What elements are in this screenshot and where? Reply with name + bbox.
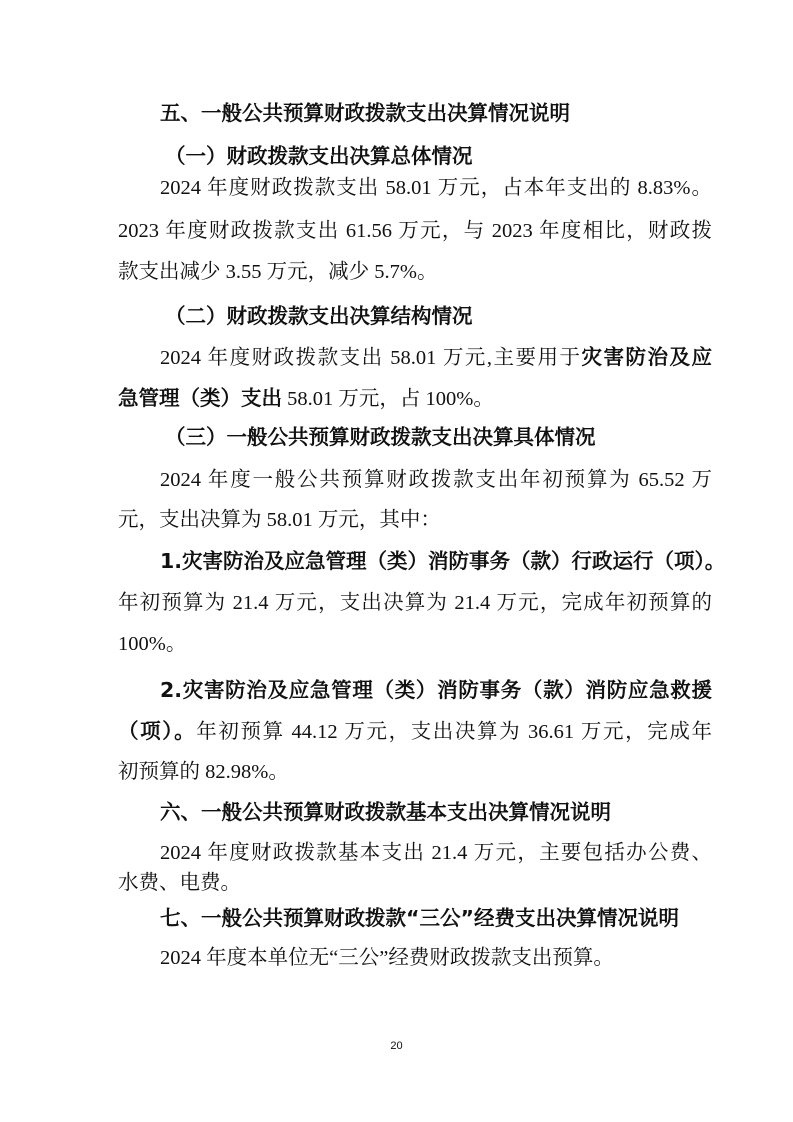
item-1-heading: 1.灾害防治及应急管理（类）消防事务（款）行政运行（项）。: [160, 549, 726, 573]
paragraph-line: 2024 年度一般公共预算财政拨款支出年初预算为 65.52 万: [160, 469, 712, 491]
paragraph-line: 100%。: [118, 633, 187, 655]
subsection-3-heading: （三）一般公共预算财政拨款支出决算具体情况: [165, 425, 596, 449]
paragraph-line: 2023 年度财政拨款支出 61.56 万元，与 2023 年度相比，财政拨: [118, 220, 712, 242]
paragraph-line: [118, 385, 712, 412]
paragraph-line: [160, 344, 712, 371]
paragraph-line: 元，支出决算为 58.01 万元，其中：: [118, 509, 441, 531]
text: 年初预算 44.12 万元，支出决算为 36.61 万元，完成年: [196, 721, 713, 743]
text: 58.01 万元，占 100%。: [282, 388, 494, 410]
paragraph-line: 2024 年度财政拨款基本支出 21.4 万元，主要包括办公费、: [160, 842, 712, 864]
item-2-heading: 2.灾害防治及应急管理（类）消防事务（款）消防应急救援: [160, 678, 712, 702]
section-6-heading: 六、一般公共预算财政拨款基本支出决算情况说明: [160, 800, 611, 824]
paragraph-line: 水费、电费。: [118, 872, 241, 894]
paragraph-line: 年初预算为 21.4 万元，支出决算为 21.4 万元，完成年初预算的: [118, 592, 712, 614]
bold-text: 急管理（类）支出: [118, 386, 282, 410]
section-7-heading: 七、一般公共预算财政拨款“三公”经费支出决算情况说明: [160, 906, 679, 930]
section-5-heading: 五、一般公共预算财政拨款支出决算情况说明: [160, 101, 570, 125]
paragraph-line: 2024 年度本单位无“三公”经费财政拨款支出预算。: [160, 947, 614, 969]
paragraph-line: 2024 年度财政拨款支出 58.01 万元，占本年支出的 8.83%。: [160, 177, 712, 199]
bold-text: （项）。: [118, 719, 197, 743]
paragraph-line: 初预算的 82.98%。: [118, 761, 289, 783]
paragraph-line: 款支出减少 3.55 万元，减少 5.7%。: [118, 261, 438, 283]
subsection-1-heading: （一）财政拨款支出决算总体情况: [165, 144, 473, 168]
page-number: 20: [390, 1040, 403, 1052]
text: 2024 年度财政拨款支出 58.01 万元,主要用于: [160, 347, 582, 369]
paragraph-line: [118, 718, 712, 745]
subsection-2-heading: （二）财政拨款支出决算结构情况: [165, 304, 473, 328]
bold-text: 灾害防治及应: [581, 345, 713, 369]
